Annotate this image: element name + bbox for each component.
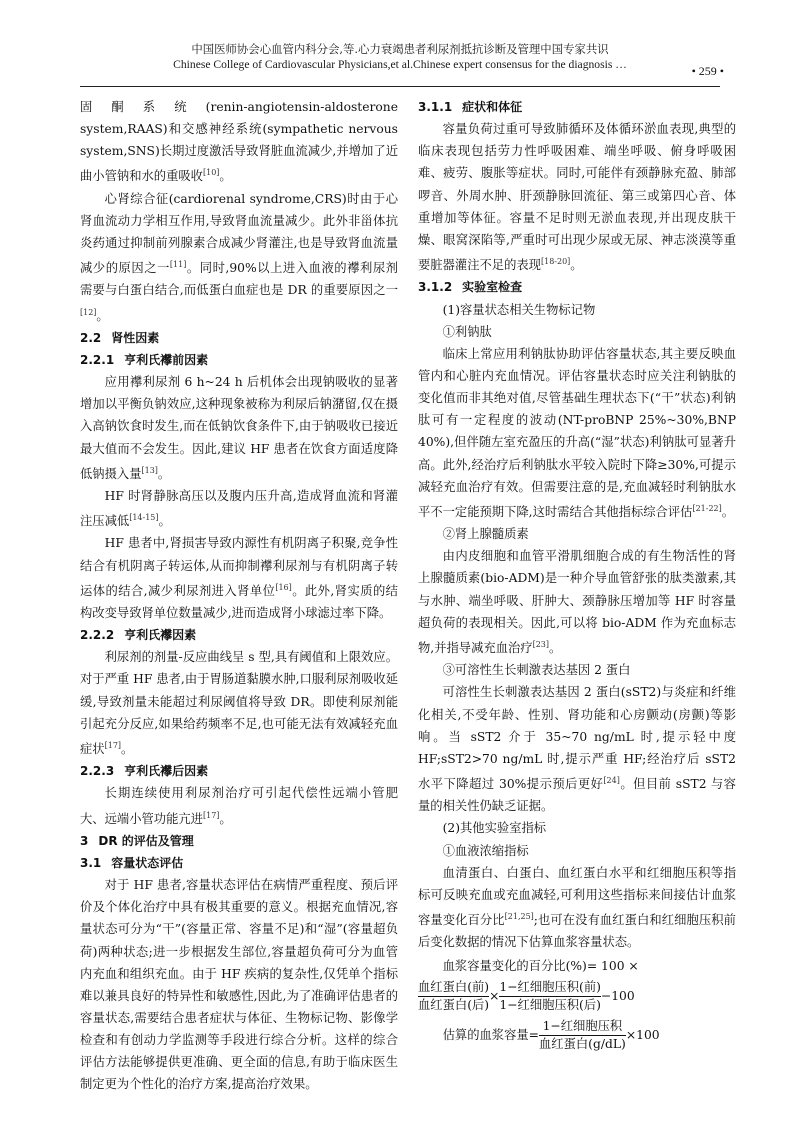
paragraph: HF 患者中,肾损害导致内源性有机阴离子积聚,竞争性结合有机阴离子转运体,从而抑制襻利尿剂与有机阴离子转运体的结合,减少利尿剂进入肾单位[16]。此外,肾实质的结构改变导致肾单位数量减少,进而造成肾小球滤过率下降。 [80,536,398,620]
citation[interactable]: [12] [80,307,97,317]
section-heading: 3 DR 的评估及管理 [80,833,194,848]
paragraph: 长期连续使用利尿剂治疗可引起代偿性远端小管肥大、远端小管功能亢进[17]。 [80,786,398,826]
times-sign: × [489,988,500,1003]
citation[interactable]: [21-22] [692,503,722,513]
paragraph: 利尿剂的剂量-反应曲线呈 s 型,具有阈值和上限效应。对于严重 HF 患者,由于胃肠道黏膜水肿,口服利尿剂吸收延缓,导致剂量未能超过利尿阈值将导致 DR。即使利尿剂能引起充分反应,如果给药频率不足,也可能无法有效减轻充血症状[17]。 [80,650,398,757]
paragraph: 应用襻利尿剂 6 h~24 h 后机体会出现钠吸收的显著增加以平衡负钠效应,这种现象被称为利尿后钠潴留,仅在摄入高钠饮食时发生,而在低钠饮食条件下,由于钠吸收已接近最大值而不会发生。因此,建议 HF 患者在饮食方面适度降低钠摄入量[13]。 [80,375,398,481]
formula-lead: 血浆容量变化的百分比(%)= 100 × [442,959,639,974]
subsection-heading: 2.2.3 亨利氏襻后因素 [80,764,209,779]
paragraph: 对于 HF 患者,容量状态评估在病情严重程度、预后评价及个体化治疗中具有极其重要的意义。根据充血情况,容量状态可分为“干”(容量正常、容量不足)和“湿”(容量超负荷)两种状态;进一步根据发生部位,容量超负荷可分为血管内充血和组织充血。由于 HF 疾病的复杂性,仅凭单个指标难以兼具良好的特异性和敏感性,因此,为了准确评估患者的容量状态,需要结合患者症状与体征、生物标记物、影像学检查和有创动力学监测等手段进行综合分析。这样的综合评估方法能够提供更准确、更全面的信息,有助于临床医生制定更为个性化的治疗方案,提高治疗效果。 [80,878,398,1092]
paragraph: HF 时肾静脉高压以及腹内压升高,造成肾血流和肾灌注压减低[14-15]。 [80,489,398,529]
list-heading: (1)容量状态相关生物标记物 [442,302,596,317]
citation[interactable]: [17] [202,810,220,820]
list-item-heading: ①血液浓缩指标 [442,843,529,858]
header-english: Chinese College of Cardiovascular Physicians,et al.Chinese expert consensus for the diagnosis … [173,58,627,71]
list-item-heading: ③可溶性生长刺激表达基因 2 蛋白 [442,663,631,678]
paragraph: 可溶性生长刺激表达基因 2 蛋白(sST2)与炎症和纤维化相关,不受年龄、性别、肾功能和心房颤动(房颤)等影响。当 sST2 介于 35~70 ng/mL 时,提示轻中度 HF;sST2>70 ng/mL 时,提示严重 HF;经治疗后 sST2 水平下降超过 30%提示预后更好[24]。但目前 sST2 与容量的相关性仍缺乏证据。 [418,685,736,814]
citation[interactable]: [17] [104,740,122,750]
citation[interactable]: [24] [603,775,620,785]
subsection-heading: 3.1.2 实验室检查 [418,280,523,295]
citation[interactable]: [14-15] [129,513,159,523]
estimated-plasma-volume-formula [418,1018,736,1053]
citation[interactable]: [13] [141,465,158,475]
citation[interactable]: [18-20] [540,257,571,267]
citation[interactable]: [21,25] [504,912,534,921]
citation[interactable]: [23] [532,639,550,649]
subsection-heading: 2.2.1 亨利氏襻前因素 [80,353,209,367]
left-column [80,96,398,1096]
paragraph: 由内皮细胞和血管平滑肌细胞合成的有生物活性的肾上腺髓质素(bio-ADM)是一种介导血管舒张的肽类激素,其与水肿、端坐呼吸、肝肿大、颈静脉压增加等 HF 时容量超负荷的表现相关。因此,可以将 bio-ADM 作为充血标志物,并指导减充血治疗[23]。 [418,549,736,656]
list-heading: (2)其他实验室指标 [442,821,547,836]
paragraph: 固酮系统(renin-angiotensin-aldosterone system,RAAS)和交感神经系统(sympathetic nervous system,SNS)长期过度激活导致肾脏血流减少,并增加了近曲小管钠和水的重吸收[10]。 [80,100,398,184]
subsection-heading: 2.2.2 亨利氏襻因素 [80,628,197,643]
paragraph: 血清蛋白、白蛋白、血红蛋白水平和红细胞压积等指标可反映充血或充血减轻,可利用这些指标来间接估计血浆容量变化百分比[21,25];也可在没有血红蛋白和红细胞压积前后变化数据的情况下估算血浆容量状态。 [418,865,736,950]
formula-tail: −100 [600,988,635,1003]
formula-body [418,979,736,1014]
header-chinese: 中国医师协会心血管内科分会,等.心力衰竭患者利尿剂抵抗诊断及管理中国专家共识 [191,42,609,56]
right-column [418,96,736,1053]
running-header [80,42,720,72]
list-item-heading: ②肾上腺髓质素 [442,527,529,542]
paragraph: 心肾综合征(cardiorenal syndrome,CRS)时由于心肾血流动力学相互作用,导致肾血流量减少。此外非甾体抗炎药通过抑制前列腺素合成减少肾灌注,也是导致肾血流量减少的原因之一[11]。同时,90%以上进入血液的襻利尿剂需要与白蛋白结合,而低蛋白血症也是 DR 的重要原因之一[12]。 [80,191,398,323]
paragraph: 临床上常应用利钠肽协助评估容量状态,其主要反映血管内和心脏内充血情况。评估容量状态时应关注利钠肽的变化值而非其绝对值,尽管基础生理状态下(“干”状态)利钠肽可有一定程度的波动(NT-proBNP 25%~30%,BNP 40%),但伴随左室充盈压的升高(“湿”状态)利钠肽可显著升高。此外,经治疗后利钠肽水平较入院时下降≥30%,可提示减轻充血治疗有效。但需要注意的是,充血减轻时利钠肽水平不一定能预期下降,这时需结合其他指标综合评估[21-22]。 [418,346,736,519]
paragraph: 容量负荷过重可导致肺循环及体循环淤血表现,典型的临床表现包括劳力性呼吸困难、端坐呼吸、俯身呼吸困难、疲劳、腹胀等症状。同时,可能伴有颈静脉充盈、肺部啰音、外周水肿、肝颈静脉回流征、第三或第四心音、体重增加等体征。容量不足时则无淤血表现,并出现皮肤干燥、眼窝深陷等,严重时可出现少尿或无尿、神志淡漠等重要脏器灌注不足的表现[18-20]。 [418,122,736,273]
header-rule [80,86,720,87]
section-heading: 3.1 容量状态评估 [80,855,184,870]
formula-tail: ×100 [625,1027,660,1042]
citation[interactable]: [16] [275,582,292,592]
plasma-volume-change-formula [418,955,736,1013]
formula-lead: 估算的血浆容量= [442,1027,539,1042]
citation[interactable]: [10] [202,168,220,178]
list-item-heading: ①利钠肽 [442,324,492,339]
hemoglobin-fraction: $\frac{\text{血红蛋白(前)}}{\text{血红蛋白(后)}}$ [418,979,490,1012]
hematocrit-fraction: $\frac{\text{1−红细胞压积(前)}}{\text{1−红细胞压积(后)}}$ [499,979,601,1012]
section-heading: 2.2 肾性因素 [80,330,160,345]
subsection-heading: 3.1.1 症状和体征 [418,100,523,114]
plasma-volume-fraction: $\frac{\text{1−红细胞压积}}{\text{血红蛋白(g/dL)}}$ [538,1018,626,1051]
page-number: • 259 • [691,64,724,78]
citation[interactable]: [11] [169,260,187,270]
